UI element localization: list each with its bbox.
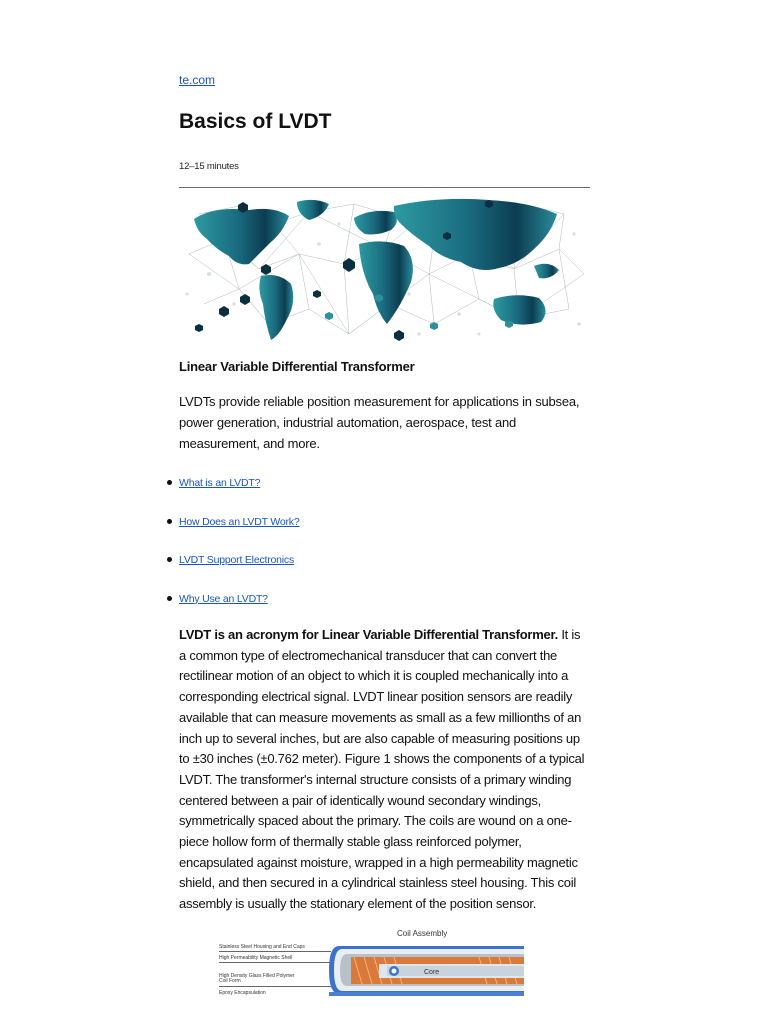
toc-item <box>179 588 299 627</box>
bullet-icon <box>167 557 172 562</box>
leader-line <box>219 986 331 987</box>
figure-title: Coil Assembly <box>397 929 448 938</box>
source-link[interactable]: te.com <box>179 73 216 87</box>
toc-item <box>179 549 299 588</box>
toc-link-what-is-lvdt[interactable]: What is an LVDT? <box>179 477 261 489</box>
figure-label: High Density Glass Filled Polymer Coil Form <box>219 973 295 984</box>
bullet-icon <box>167 519 172 524</box>
table-of-contents <box>179 472 299 626</box>
coil-assembly-figure <box>179 924 590 996</box>
toc-item <box>179 511 299 550</box>
body-text: It is a common type of electromechanical transducer that can convert the rectilinear motion of an object to which it is coupled mechanically into a corresponding electrical signal. LVDT linear position sensors are readily available that can measure movements as small as a few millionths of an inch up to several inches, but are also capable of measuring positions up to ±30 inches (±0.762 meter). Figure 1 shows the components of a typical LVDT. The transformer's internal structure consists of a primary winding centered between a pair of identically wound secondary windings, symmetrically spaced about the primary. The coils are wound on a one-piece hollow form of thermally stable glass reinforced polymer, encapsulated against moisture, wrapped in a high permeability magnetic shield, and then secured in a cylindrical stainless steel housing. This coil assembly is usually the stationary element of the position sensor. <box>179 627 585 912</box>
figure-label: Epoxy Encapsulation <box>219 990 266 996</box>
intro-paragraph: LVDTs provide reliable position measurement for applications in subsea, power generation, industrial automation, aerospace, test and measurement, and more. <box>179 394 580 451</box>
toc-item <box>179 472 299 511</box>
bullet-icon <box>167 480 172 485</box>
bullet-icon <box>167 596 172 601</box>
figure-label: Stainless Steel Housing and End Caps <box>219 944 305 950</box>
body-paragraph <box>179 625 590 915</box>
world-network-map-image <box>179 194 590 347</box>
hero-image <box>179 194 590 347</box>
reading-time: 12–15 minutes <box>179 161 239 172</box>
toc-link-how-lvdt-works[interactable]: How Does an LVDT Work? <box>179 515 300 528</box>
toc-link-why-use-lvdt[interactable]: Why Use an LVDT? <box>179 592 268 605</box>
toc-link-support-electronics[interactable]: LVDT Support Electronics <box>179 554 295 567</box>
leader-line <box>219 951 331 952</box>
leader-line <box>219 962 331 963</box>
body-lead: LVDT is an acronym for Linear Variable Differential Transformer. <box>179 627 558 642</box>
divider <box>179 187 590 188</box>
core-label: Core <box>424 969 440 976</box>
page-title: Basics of LVDT <box>179 110 332 133</box>
section-subtitle: Linear Variable Differential Transformer <box>179 359 415 374</box>
figure-label: High Permeability Magnetic Shell <box>219 955 293 961</box>
